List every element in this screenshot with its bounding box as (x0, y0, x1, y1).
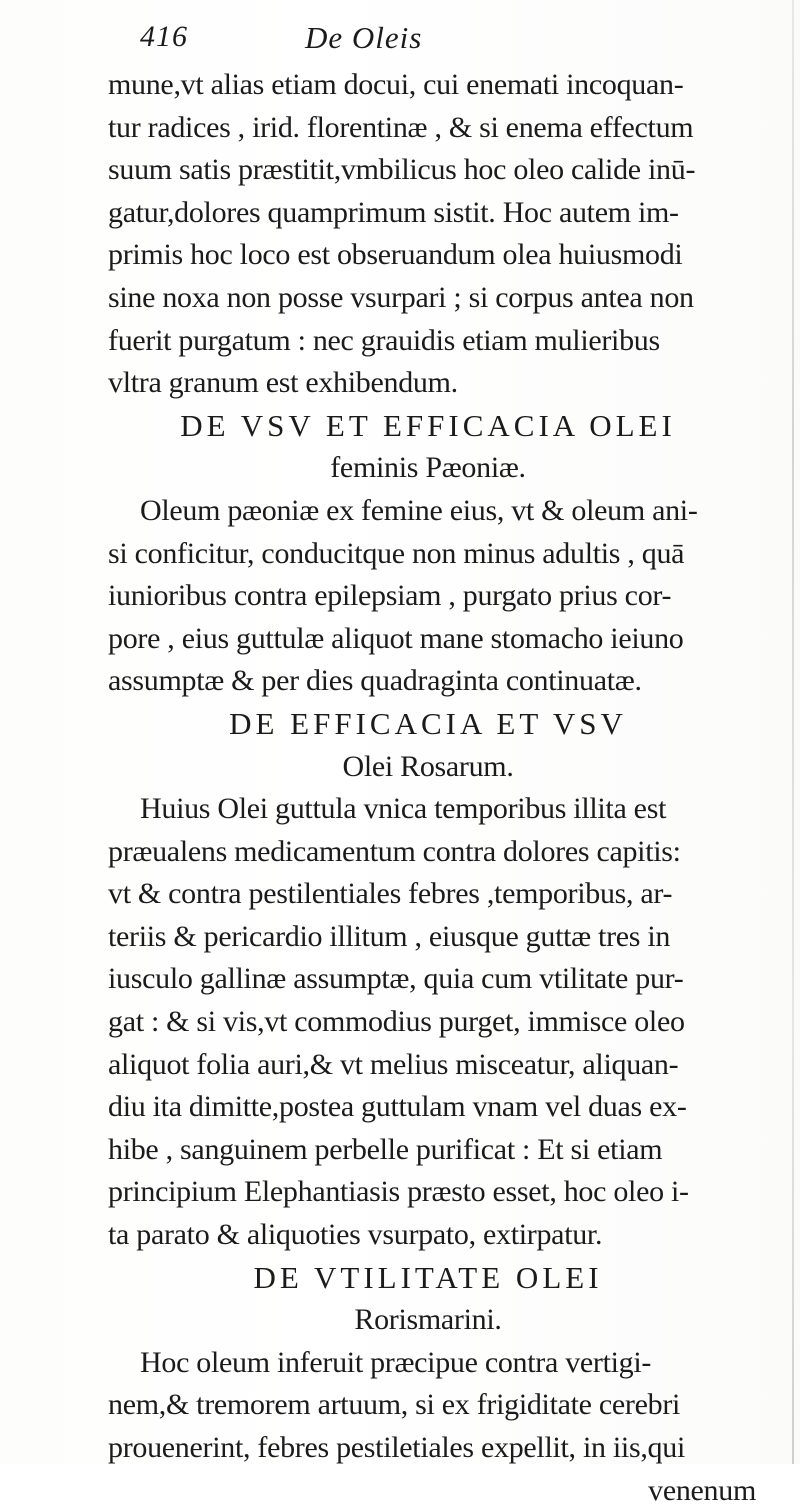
text-line: vltra granum est exhibendum. (108, 366, 458, 400)
text-line: tur radices , irid. florentinæ , & si enema effectum (108, 110, 694, 144)
section-heading: DE VSV ET EFFICACIA OLEI (180, 407, 676, 443)
section-subheading: Olei Rosarum. (342, 749, 514, 783)
text-line: diu ita dimitte,postea guttulam vnam vel duas ex- (108, 1090, 687, 1124)
text-line: iunioribus contra epilepsiam , purgato prius cor- (108, 579, 672, 613)
text-line: iusculo gallinæ assumptæ, quia cum vtilitate pur- (108, 962, 684, 996)
text-line: suum satis præstitit,vmbilicus hoc oleo calide inū- (108, 153, 696, 187)
page-header (140, 8, 700, 58)
body-text (108, 64, 768, 1512)
text-line: mune,vt alias etiam docui, cui enemati incoquan- (108, 68, 684, 101)
text-line: teriis & pericardio illitum , eiusque guttæ tres in (108, 919, 671, 953)
text-line: sine noxa non posse vsurpari ; si corpus antea non (108, 280, 694, 314)
text-line: pore , eius guttulæ aliquot mane stomacho ieiuno (108, 621, 684, 655)
text-line: assumptæ & per dies quadraginta continuatæ. (108, 664, 642, 698)
text-line: Huius Olei guttula vnica temporibus illita est (140, 792, 667, 826)
text-line: vt & contra pestilentiales febres ,temporibus, ar- (108, 877, 673, 911)
page-number: 416 (140, 20, 188, 53)
text-line: nem,& tremorem artuum, si ex frigiditate cerebri (108, 1388, 681, 1422)
text-line: Hoc oleum inferuit præcipue contra vertigi- (140, 1345, 652, 1379)
text-line: si conficitur, conducitque non minus adultis , quā (108, 536, 685, 570)
text-line: Oleum pæoniæ ex femine eius, vt & oleum ani- (140, 493, 698, 527)
text-line: prouenerint, febres pestiletiales expellit, in iis,qui (108, 1431, 685, 1464)
running-head: De Oleis (305, 20, 423, 55)
text-line: principium Elephantiasis præsto esset, hoc oleo i- (108, 1175, 689, 1209)
text-line: gat : & si vis,vt commodius purget, immisce oleo (108, 1005, 685, 1039)
section-subheading: feminis Pæoniæ. (330, 451, 526, 485)
text-line: fuerit purgatum : nec grauidis etiam mulieribus (108, 323, 660, 357)
section-subheading: Rorismarini. (354, 1303, 502, 1337)
text-line: aliquot folia auri,& vt melius misceatur, aliquan- (108, 1047, 679, 1081)
text-line: primis hoc loco est obseruandum olea huiusmodi (108, 238, 683, 272)
text-line: hibe , sanguinem perbelle purificat : Et si etiam (108, 1132, 663, 1166)
text-line: gatur,dolores quamprimum sistit. Hoc autem im- (108, 195, 679, 229)
catchword: venenum (648, 1473, 756, 1507)
text-line: præualens medicamentum contra dolores capitis: (108, 834, 681, 868)
text-line: ta parato & aliquoties vsurpato, extirpatur. (108, 1218, 603, 1252)
section-heading: DE VTILITATE OLEI (253, 1259, 603, 1295)
page-edge (792, 0, 794, 1464)
section-heading: DE EFFICACIA ET VSV (229, 705, 627, 741)
